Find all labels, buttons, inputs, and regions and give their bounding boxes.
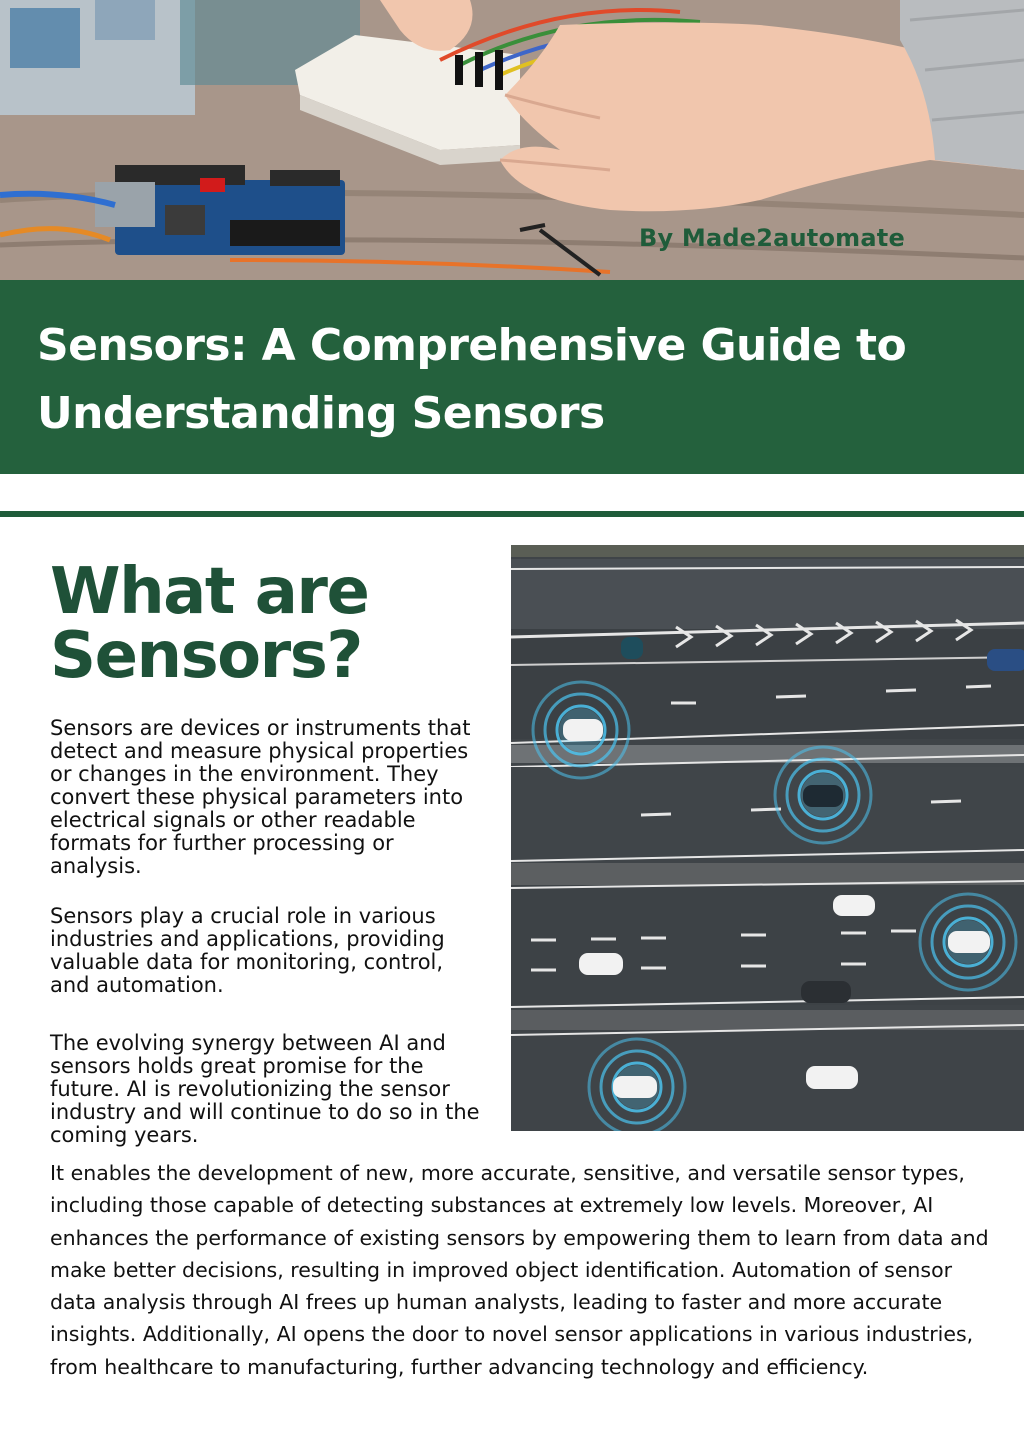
title-banner: [0, 280, 1024, 474]
highway-cars-illustration: [511, 545, 1024, 1131]
paragraph-definition: Sensors are devices or instruments that detect and measure physical properties or changes in the environment. They convert these physical parameters into electrical signals or other readable formats for further processing or analysis.: [50, 716, 471, 878]
author-byline: By Made2automate: [639, 224, 905, 252]
highway-sensor-image: [511, 545, 1024, 1131]
paragraph-ai-benefits: It enables the development of new, more accurate, sensitive, and versatile sensor types, including those capable of detecting substances at extremely low levels. Moreover, AI enhances the performance of existing sensors by empowering them to learn from data and make better decisions, resulting in improved object identification. Automation of sensor data analysis through AI frees up human analysts, leading to faster and more accurate insights. Additionally, AI opens the door to novel sensor applications in various industries, from healthcare to manufacturing, further advancing technology and efficiency.: [50, 1161, 989, 1379]
page-title: Sensors: A Comprehensive Guide to Understanding Sensors: [37, 320, 907, 439]
section-divider: [0, 511, 1024, 517]
section-heading: What are Sensors?: [50, 555, 369, 693]
hero-image: [0, 0, 1024, 280]
paragraph-ai-synergy: The evolving synergy between AI and sensors holds great promise for the future. AI is revolutionizing the sensor industry and will continue to do so in the coming years.: [50, 1031, 480, 1147]
paragraph-role: Sensors play a crucial role in various industries and applications, providing valuable data for monitoring, control, and automation.: [50, 904, 445, 997]
